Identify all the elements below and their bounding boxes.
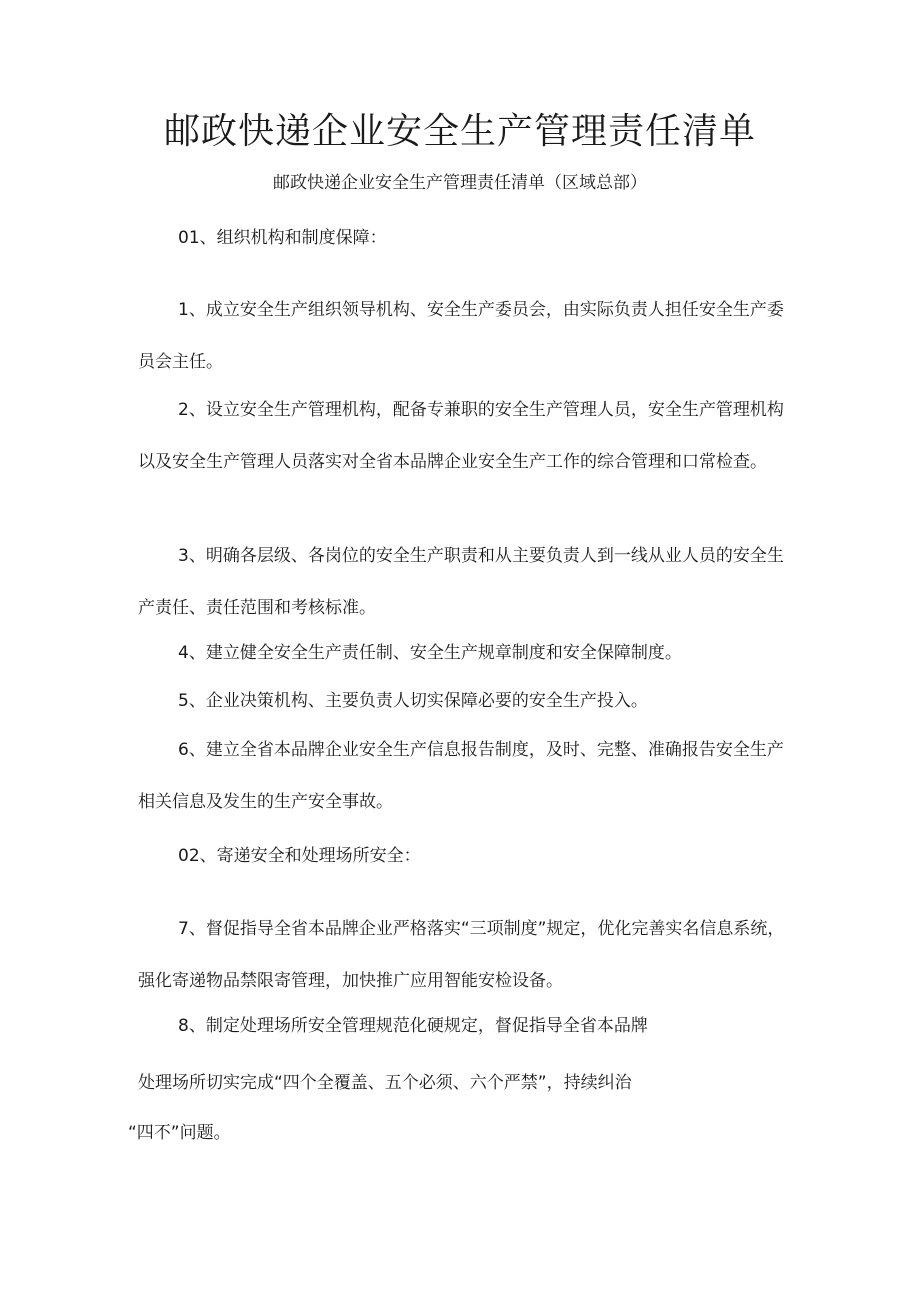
paragraph-item-6: 6、建立全省本品牌企业安全生产信息报告制度，及时、完整、准确报告安全生产相关信息及发生的生产安全事故。 [138, 740, 784, 812]
paragraph-item-3: 3、明确各层级、各岗位的安全生产职责和从主要负责人到一线从业人员的安全生产责任、责任范围和考核标准。 [138, 546, 784, 618]
paragraph-item-8-line-2: 处理场所切实完成“四个全覆盖、五个必须、六个严禁”，持续纠治 [138, 1073, 632, 1093]
paragraph-item-2: 2、设立安全生产管理机构，配备专兼职的安全生产管理人员，安全生产管理机构以及安全生产管理人员落实对全省本品牌企业安全生产工作的综合管理和口常检查。 [138, 400, 784, 472]
paragraph-item-5: 5、企业决策机构、主要负责人切实保障必要的安全生产投入。 [178, 691, 648, 711]
paragraph-item-7: 7、督促指导全省本品牌企业严格落实“三项制度”规定，优化完善实名信息系统，强化寄递物品禁限寄管理，加快推广应用智能安检设备。 [138, 919, 785, 991]
paragraph-item-1: 1、成立安全生产组织领导机构、安全生产委员会，由实际负责人担任安全生产委员会主任。 [138, 300, 784, 372]
section-heading-1: 01、组织机构和制度保障： [178, 228, 387, 248]
paragraph-item-8-line-3: “四不”问题。 [128, 1123, 231, 1143]
document-subtitle: 邮政快递企业安全生产管理责任清单（区域总部） [273, 173, 647, 193]
section-heading-2: 02、寄递安全和处理场所安全： [178, 846, 421, 866]
paragraph-item-8-line-1: 8、制定处理场所安全管理规范化硬规定，督促指导全省本品牌 [178, 1016, 648, 1036]
paragraph-item-4: 4、建立健全安全生产责任制、安全生产规章制度和安全保障制度。 [178, 643, 682, 663]
document-title: 邮政快递企业安全生产管理责任清单 [163, 111, 756, 152]
